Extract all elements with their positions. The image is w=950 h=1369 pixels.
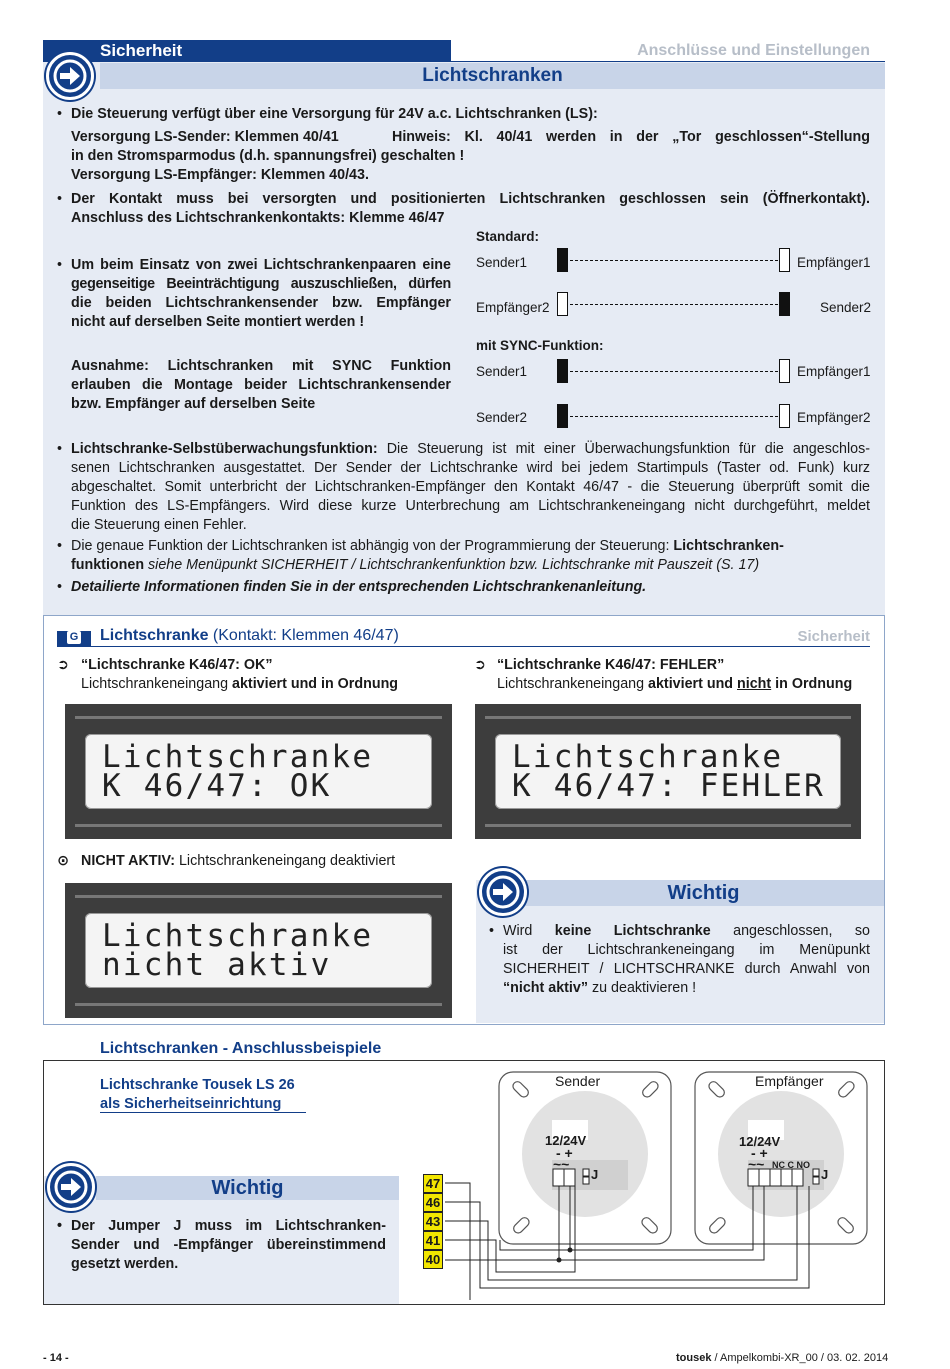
std-receiver1-label: Empfänger1 <box>797 255 871 270</box>
lcd-groove <box>485 716 851 719</box>
wichtig-text-part: zu deaktivieren ! <box>588 980 697 996</box>
wichtig-bold: keine Lichtschranke <box>554 923 711 939</box>
receiver-label: Empfänger <box>755 1073 824 1089</box>
sender-voltage: 12/24V <box>545 1133 587 1148</box>
detail-note: Detailierte Informationen finden Sie in der entsprechenden Lichtschrankenanleitung. <box>71 579 647 595</box>
ok-description <box>81 675 398 694</box>
bullet-dot: • <box>57 191 63 207</box>
jumper-note <box>71 1217 386 1274</box>
programming-paragraph <box>71 537 870 575</box>
inactive-heading: NICHT AKTIV: <box>81 853 175 869</box>
sender-dome <box>522 1091 648 1217</box>
wire-junction <box>557 1258 562 1263</box>
sender-jumper <box>583 1169 589 1184</box>
programming-bold: Lichtschranken- <box>673 538 784 554</box>
arrow-right-icon <box>479 868 527 916</box>
lcd-line-2: K 46/47: OK <box>102 768 332 804</box>
bullet-dot: • <box>57 1218 63 1234</box>
contact-terminal: Anschluss des Lichtschrankenkontakts: Klemme 46/47 <box>71 210 445 226</box>
target-bullet-icon: ⊙ <box>57 853 69 869</box>
wichtig-line: SICHERHEIT / LICHTSCHRANKE durch Anwahl von <box>503 961 870 977</box>
jumper-note-line: gesetzt werden. <box>71 1256 179 1272</box>
header-tab <box>43 40 451 62</box>
menu-title-rest: (Kontakt: Klemmen 46/47) <box>208 627 399 644</box>
receiver-block <box>779 404 790 428</box>
programming-line <box>71 537 870 556</box>
hint-text: Hinweis: Kl. 40/41 werden in der „Tor geschlossen“-Stellung <box>392 129 870 145</box>
err-desc-bold: in Ordnung <box>771 676 853 692</box>
sender-polarity: - + <box>556 1145 573 1161</box>
lcd-groove <box>485 824 851 827</box>
menu-badge-letter: G <box>67 631 81 644</box>
menu-rule <box>57 646 870 647</box>
arrow-bullet-icon: ➲ <box>57 657 69 673</box>
example-subtitle <box>100 1076 295 1114</box>
sender-block <box>557 404 568 428</box>
chapter-title: Anschlüsse und Einstellungen <box>637 42 870 59</box>
exception-line: Ausnahme: Lichtschranken mit SYNC Funktion <box>71 358 451 374</box>
lcd-display-inactive <box>65 883 452 1018</box>
inactive-description: Lichtschrankeneingang deaktiviert <box>178 853 396 869</box>
monitor-line: Funktion des LS-Empfängers. Wird diese kurze Unterbrechung am Lichtschrankeneingang nicht durchgeführt, meldet <box>71 498 870 514</box>
receiver-jumper <box>813 1169 819 1184</box>
exception-line: erlauben die Montage beider Lichtschrankensender <box>71 377 451 393</box>
std-receiver2-label: Empfänger2 <box>476 300 550 315</box>
sender-block <box>779 292 790 316</box>
sender-block <box>557 248 568 272</box>
example-subtitle-line: als Sicherheitseinrichtung <box>100 1096 282 1112</box>
beam-line <box>570 260 778 261</box>
menu-badge <box>57 631 91 646</box>
lcd-groove <box>75 1003 442 1006</box>
sender-supply: Versorgung LS-Sender: Klemmen 40/41 <box>71 129 339 145</box>
programming-bold: funktionen <box>71 557 145 573</box>
sync-sender2-label: Sender2 <box>476 410 528 425</box>
lcd-screen <box>85 913 432 988</box>
wichtig-text-part: angeschlossen, so <box>710 923 870 939</box>
sender-ac-icon: ~~ <box>553 1156 570 1172</box>
energy-save-text: in den Stromsparmodus (d.h. spannungsfrei) geschalten ! <box>71 148 465 164</box>
exception-line: bzw. Empfänger auf derselben Seite <box>71 396 316 412</box>
footer-brand: tousek <box>676 1352 712 1364</box>
two-pairs-text <box>71 256 451 332</box>
bullet-dot: • <box>57 579 63 595</box>
beam-line <box>570 371 778 372</box>
bullet-dot: • <box>57 441 63 457</box>
monitor-paragraph <box>71 440 870 535</box>
receiver-supply: Versorgung LS-Empfänger: Klemmen 40/43. <box>71 167 369 183</box>
jumper-note-line: Sender und -Empfänger übereinstimmend <box>71 1237 386 1253</box>
receiver-block <box>557 292 568 316</box>
wichtig-text <box>503 922 870 998</box>
wiring-diagram <box>440 1068 880 1300</box>
bullet-dot: • <box>57 538 63 554</box>
sync-receiver1-label: Empfänger1 <box>797 364 871 379</box>
lcd-display-error <box>475 704 861 839</box>
arrow-right-icon <box>47 1163 95 1211</box>
monitor-line <box>71 440 870 459</box>
inactive-line <box>81 852 395 871</box>
subtitle-rule <box>100 1112 306 1113</box>
two-pairs-line: Um beim Einsatz von zwei Lichtschrankenpaaren eine <box>71 257 451 273</box>
programming-line <box>71 556 870 575</box>
std-sender2-label: Sender2 <box>820 300 872 315</box>
wichtig-line: ist der Lichtschrankeneingang im Menüpunkt <box>503 942 870 958</box>
sync-sender1-label: Sender1 <box>476 364 528 379</box>
example-title: Lichtschranken - Anschlussbeispiele <box>100 1040 382 1057</box>
terminal-40: 40 <box>423 1250 443 1269</box>
two-pairs-line: nicht auf derselben Seite montiert werden ! <box>71 314 365 330</box>
sender-block <box>557 359 568 383</box>
standard-label: Standard: <box>476 229 540 244</box>
lcd-line-2: nicht aktiv <box>102 947 332 983</box>
page-number: - 14 - <box>43 1352 69 1364</box>
sync-label: mit SYNC-Funktion: <box>476 338 604 353</box>
receiver-dome <box>718 1091 844 1217</box>
lcd-line-1: Lichtschranke <box>512 739 784 775</box>
terminal-46: 46 <box>423 1193 443 1212</box>
wichtig-line <box>503 922 870 941</box>
receiver-contact-labels: NC C NO <box>772 1160 810 1170</box>
lcd-line-2: K 46/47: FEHLER <box>512 768 825 804</box>
error-heading: “Lichtschranke K46/47: FEHLER” <box>497 657 725 673</box>
terminal-41: 41 <box>423 1231 443 1250</box>
lcd-line-1: Lichtschranke <box>102 918 374 954</box>
lcd-screen <box>85 734 432 809</box>
lcd-groove <box>75 824 442 827</box>
lcd-display-ok <box>65 704 452 839</box>
footer-doc-info: / Ampelkombi-XR_00 / 03. 02. 2014 <box>714 1352 889 1364</box>
sender-jumper-label: J <box>591 1167 599 1182</box>
beam-line <box>570 416 778 417</box>
lcd-screen <box>495 734 841 809</box>
sync-receiver2-label: Empfänger2 <box>797 410 871 425</box>
wichtig-title-2: Wichtig <box>211 1177 284 1199</box>
err-desc-text: Lichtschrankeneingang <box>497 676 649 692</box>
sender-label: Sender <box>555 1073 601 1089</box>
section-band <box>100 63 885 89</box>
footer-doc <box>676 1352 888 1364</box>
ok-desc-text: Lichtschrankeneingang <box>81 676 233 692</box>
supply-intro: Die Steuerung verfügt über eine Versorgung für 24V a.c. Lichtschranken (LS): <box>71 106 598 122</box>
wichtig-text-part: Wird <box>503 923 555 939</box>
lcd-line-1: Lichtschranke <box>102 739 374 775</box>
wire-junction <box>568 1248 573 1253</box>
contact-text: Der Kontakt muss bei versorgten und positionierten Lichtschranken geschlossen sein (Öffnerkontakt). <box>71 191 870 207</box>
std-sender1-label: Sender1 <box>476 255 528 270</box>
wichtig-line <box>503 979 870 998</box>
monitor-line: die Steuerung einen Fehler. <box>71 517 247 533</box>
terminal-43: 43 <box>423 1212 443 1231</box>
ok-desc-bold: aktiviert und in Ordnung <box>232 676 399 692</box>
jumper-note-line: Der Jumper J muss im Lichtschranken- <box>71 1218 386 1234</box>
arrow-right-icon <box>46 52 94 100</box>
error-description <box>497 675 852 694</box>
example-subtitle-line: Lichtschranke Tousek LS 26 <box>100 1077 295 1093</box>
ok-heading: “Lichtschranke K46/47: OK” <box>81 657 273 673</box>
lcd-groove <box>75 716 442 719</box>
wichtig-band <box>523 880 884 906</box>
arrow-bullet-icon: ➲ <box>474 657 486 673</box>
menu-title-bold: Lichtschranke <box>100 627 209 644</box>
monitor-line: senen Lichtschranken ausgestattet. Der Sender der Lichtschranke wird bei jedem Startimpuls (Taster od. Funk) kurz <box>71 460 870 476</box>
receiver-jumper-label: J <box>821 1167 829 1182</box>
menu-title <box>100 627 399 645</box>
exception-text <box>71 357 451 414</box>
section-title: Lichtschranken <box>422 65 563 86</box>
bullet-dot: • <box>57 257 63 273</box>
receiver-block <box>779 248 790 272</box>
programming-ref: siehe Menüpunkt SICHERHEIT / Lichtschrankenfunktion bzw. Lichtschranke mit Pauszeit (S. 17) <box>144 557 760 573</box>
err-desc-underline: nicht <box>737 676 772 692</box>
receiver-block <box>779 359 790 383</box>
bullet-dot: • <box>57 106 63 122</box>
beam-line <box>570 304 778 305</box>
two-pairs-line: gegenseitige Beeinträchtigung auszuschließen, dürfen <box>71 276 451 292</box>
receiver-ac-icon: ~~ <box>748 1156 765 1172</box>
bullet-dot: • <box>489 923 495 939</box>
wichtig-title: Wichtig <box>667 882 740 904</box>
receiver-polarity: - + <box>751 1145 768 1161</box>
wichtig-band-2 <box>96 1176 399 1200</box>
monitor-title: Lichtschranke-Selbstüberwachungsfunktion: <box>71 441 378 457</box>
menu-category: Sicherheit <box>797 628 870 645</box>
lcd-groove <box>75 895 442 898</box>
receiver-voltage: 12/24V <box>739 1134 781 1149</box>
monitor-text: Die Steuerung ist mit einer Überwachungsfunktion für die angeschlos- <box>377 441 870 457</box>
terminal-47: 47 <box>423 1174 443 1193</box>
programming-text: Die genaue Funktion der Lichtschranken ist abhängig von der Programmierung der Steuerung: <box>71 538 674 554</box>
header-tab-title: Sicherheit <box>100 41 183 60</box>
wichtig-bold: “nicht aktiv” <box>503 980 589 996</box>
monitor-line: abgeschaltet. Somit unterbricht der Lichtschranken-Empfänger den Kontakt 46/47 - die Steuerung überprüft somit die <box>71 479 870 495</box>
err-desc-bold: aktiviert und <box>648 676 738 692</box>
two-pairs-line: die beiden Lichtschrankensender bzw. Empfänger <box>71 295 451 311</box>
